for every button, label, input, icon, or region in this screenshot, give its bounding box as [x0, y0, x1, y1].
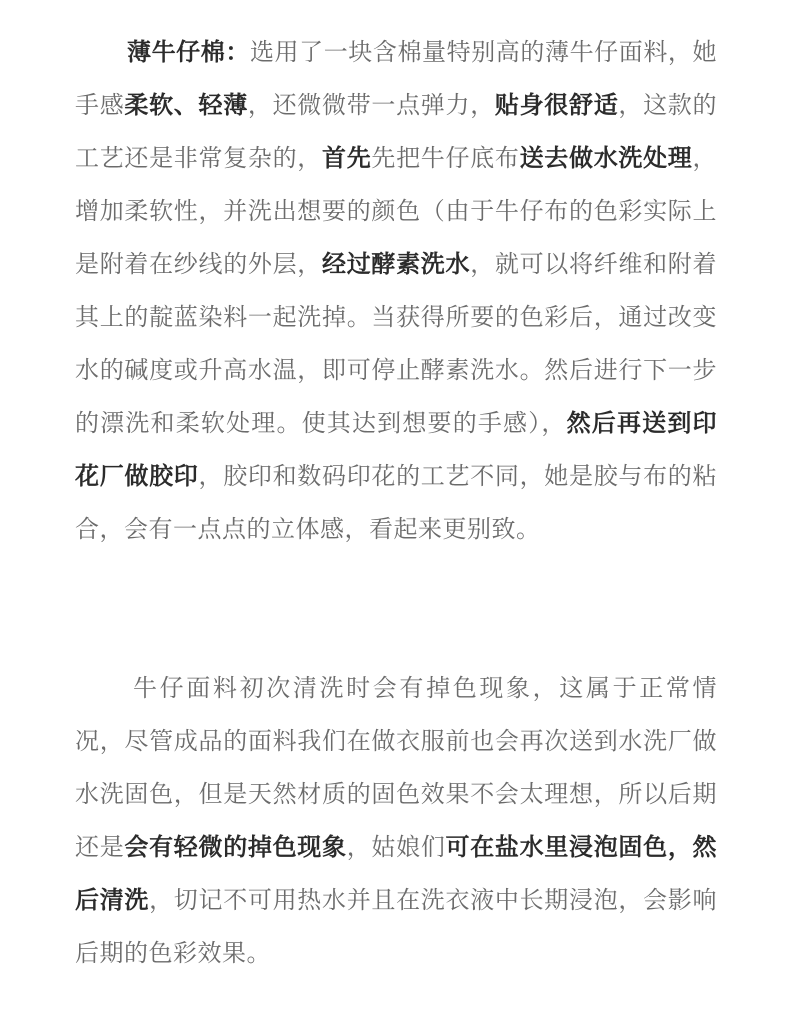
text-segment: 先把牛仔底布	[371, 144, 520, 172]
text-segment: 选用了一块含棉量特别高的薄牛仔面料，她手感	[75, 38, 718, 119]
highlight-segment: 可在盐水里浸泡固色，然后清洗	[75, 833, 718, 914]
text-segment: 牛仔面料初次清洗时会有掉色现象，这属于正常情况，尽管成品的面料我们在做衣服前也会再次送到水洗厂做水洗固色，但是天然材质的固色效果不会太理想，所以后期还是	[75, 674, 717, 861]
care-instructions-paragraph	[75, 662, 717, 980]
highlight-segment: 送去做水洗处理	[519, 144, 693, 172]
fabric-description-paragraph	[75, 26, 717, 556]
text-segment: ，姑娘们	[346, 833, 446, 861]
text-segment: ，胶印和数码印花的工艺不同，她是胶与布的粘合，会有一点点的立体感，看起来更别致。	[75, 462, 717, 543]
text-segment: ，这款的工艺还是非常复杂的，	[75, 91, 718, 172]
highlight-segment: 会有轻微的掉色现象	[124, 833, 347, 861]
highlight-segment: 然后再送到印花厂做胶印	[75, 409, 718, 490]
fabric-title: 薄牛仔棉：	[127, 38, 250, 66]
text-segment: ，切记不可用热水并且在洗衣液中长期浸泡，会影响后期的色彩效果。	[75, 886, 718, 967]
text-segment: ，就可以将纤维和附着其上的靛蓝染料一起洗掉。当获得所要的色彩后，通过改变水的碱度或升高水温，即可停止酵素洗水。然后进行下一步的漂洗和柔软处理。使其达到想要的手感），	[75, 250, 718, 437]
highlight-segment: 柔软、轻薄	[124, 91, 248, 119]
text-segment: ，还微微带一点弹力，	[247, 91, 495, 119]
highlight-segment: 首先	[322, 144, 372, 172]
highlight-segment: 贴身很舒适	[494, 91, 619, 119]
highlight-segment: 经过酵素洗水	[322, 250, 471, 278]
text-segment: ，增加柔软性，并洗出想要的颜色（由于牛仔布的色彩实际上是附着在纱线的外层，	[75, 144, 718, 278]
